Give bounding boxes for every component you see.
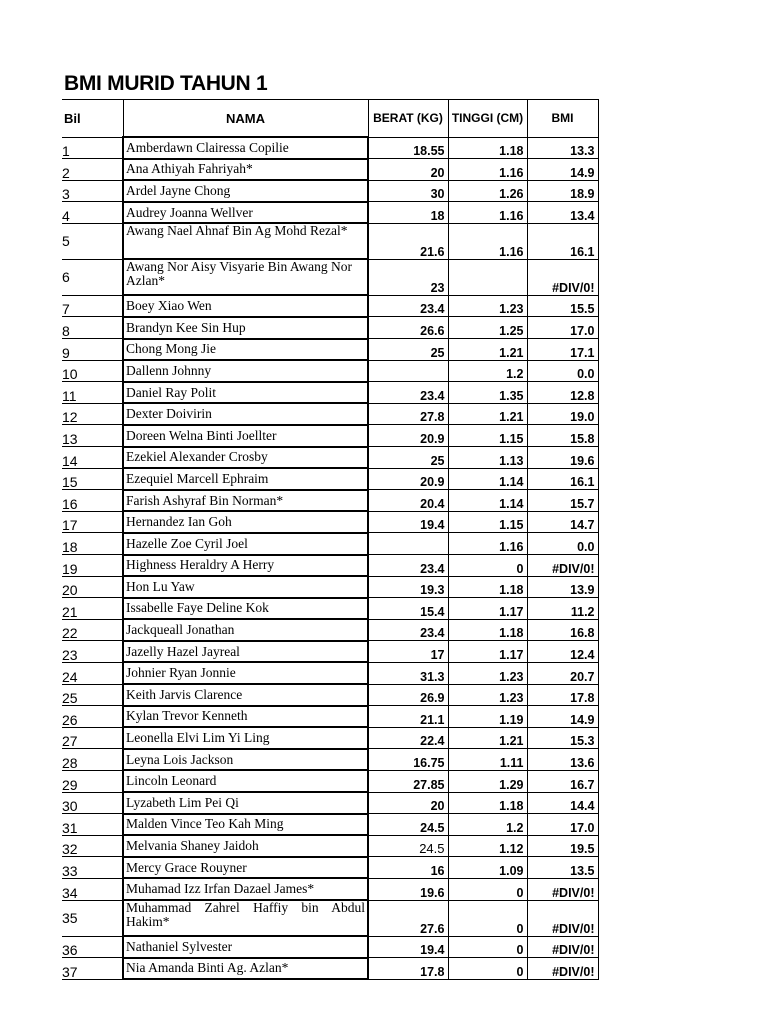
cell-berat[interactable]: 18.55 <box>368 137 448 159</box>
cell-nama[interactable]: Boey Xiao Wen <box>123 295 368 317</box>
table-row <box>62 180 598 202</box>
cell-tinggi[interactable]: 1.09 <box>448 857 527 879</box>
cell-tinggi[interactable]: 1.19 <box>448 706 527 728</box>
header-nama[interactable]: NAMA <box>123 100 368 138</box>
cell-tinggi[interactable]: 1.16 <box>448 202 527 224</box>
cell-bmi[interactable]: #DIV/0! <box>527 878 598 900</box>
cell-bil[interactable]: 12 <box>62 403 123 425</box>
cell-tinggi[interactable]: 1.18 <box>448 137 527 159</box>
cell-bmi[interactable]: 18.9 <box>527 180 598 202</box>
cell-tinggi[interactable]: 1.16 <box>448 159 527 181</box>
cell-bil[interactable]: 22 <box>62 619 123 641</box>
cell-nama[interactable]: Chong Mong Jie <box>123 339 368 361</box>
cell-bil[interactable]: 29 <box>62 770 123 792</box>
cell-bmi[interactable]: #DIV/0! <box>527 555 598 577</box>
cell-bmi[interactable]: 19.0 <box>527 403 598 425</box>
cell-tinggi[interactable]: 1.12 <box>448 835 527 857</box>
cell-bil[interactable]: 27 <box>62 727 123 749</box>
cell-bmi[interactable]: 17.8 <box>527 684 598 706</box>
cell-tinggi[interactable]: 1.21 <box>448 403 527 425</box>
cell-bil[interactable]: 7 <box>62 295 123 317</box>
table-row <box>62 749 598 771</box>
cell-berat[interactable]: 20 <box>368 792 448 814</box>
table-row <box>62 792 598 814</box>
cell-tinggi[interactable]: 1.23 <box>448 684 527 706</box>
cell-berat[interactable]: 19.4 <box>368 511 448 533</box>
cell-berat[interactable]: 27.6 <box>368 900 448 936</box>
table-row <box>62 382 598 404</box>
cell-tinggi[interactable]: 1.2 <box>448 360 527 382</box>
cell-bil[interactable]: 18 <box>62 533 123 555</box>
cell-nama[interactable]: Lyzabeth Lim Pei Qi <box>123 792 368 814</box>
cell-bil[interactable]: 33 <box>62 857 123 879</box>
cell-berat[interactable]: 23.4 <box>368 619 448 641</box>
cell-nama[interactable]: Brandyn Kee Sin Hup <box>123 317 368 339</box>
cell-berat[interactable]: 18 <box>368 202 448 224</box>
cell-bmi[interactable]: 0.0 <box>527 533 598 555</box>
cell-berat[interactable]: 16 <box>368 857 448 879</box>
cell-bmi[interactable]: 16.1 <box>527 468 598 490</box>
cell-nama[interactable]: Dallenn Johnny <box>123 360 368 382</box>
cell-berat[interactable]: 23.4 <box>368 555 448 577</box>
cell-berat[interactable]: 27.8 <box>368 403 448 425</box>
table-row <box>62 295 598 317</box>
cell-nama[interactable]: Lincoln Leonard <box>123 770 368 792</box>
cell-berat[interactable]: 27.85 <box>368 770 448 792</box>
cell-bmi[interactable]: 13.3 <box>527 137 598 159</box>
cell-bil[interactable]: 19 <box>62 555 123 577</box>
cell-tinggi[interactable]: 1.16 <box>448 533 527 555</box>
cell-bmi[interactable]: 14.7 <box>527 511 598 533</box>
cell-nama[interactable]: Ezekiel Alexander Crosby <box>123 447 368 469</box>
table-row <box>62 447 598 469</box>
cell-bil[interactable]: 5 <box>62 223 123 259</box>
cell-bmi[interactable]: 17.0 <box>527 317 598 339</box>
cell-tinggi[interactable]: 1.18 <box>448 619 527 641</box>
table-row <box>62 641 598 663</box>
cell-berat[interactable]: 24.5 <box>368 814 448 836</box>
cell-bmi[interactable]: #DIV/0! <box>527 259 598 295</box>
cell-bmi[interactable]: 16.7 <box>527 770 598 792</box>
cell-bil[interactable]: 1 <box>62 137 123 159</box>
table-row <box>62 511 598 533</box>
table-row <box>62 425 598 447</box>
cell-berat[interactable]: 21.6 <box>368 223 448 259</box>
cell-berat[interactable]: 19.4 <box>368 936 448 958</box>
cell-nama[interactable]: Awang Nael Ahnaf Bin Ag Mohd Rezal* <box>123 223 368 259</box>
cell-nama[interactable]: Amberdawn Clairessa Copilie <box>123 137 368 159</box>
header-berat[interactable]: BERAT (KG) <box>368 100 448 138</box>
cell-tinggi[interactable]: 0 <box>448 958 527 980</box>
table-row <box>62 727 598 749</box>
cell-bil[interactable]: 10 <box>62 360 123 382</box>
table-row <box>62 936 598 958</box>
cell-tinggi[interactable]: 1.11 <box>448 749 527 771</box>
cell-bmi[interactable]: 14.4 <box>527 792 598 814</box>
cell-bmi[interactable]: 14.9 <box>527 159 598 181</box>
table-row <box>62 662 598 684</box>
cell-berat[interactable]: 22.4 <box>368 727 448 749</box>
cell-nama[interactable]: Ardel Jayne Chong <box>123 180 368 202</box>
cell-berat[interactable]: 24.5 <box>368 835 448 857</box>
cell-bmi[interactable]: 17.0 <box>527 814 598 836</box>
header-bil[interactable]: Bil <box>62 100 123 138</box>
cell-bil[interactable]: 25 <box>62 684 123 706</box>
table-row <box>62 259 598 295</box>
table-row <box>62 770 598 792</box>
cell-bil[interactable]: 17 <box>62 511 123 533</box>
cell-berat[interactable]: 26.9 <box>368 684 448 706</box>
cell-bil[interactable]: 34 <box>62 878 123 900</box>
cell-tinggi[interactable]: 0 <box>448 900 527 936</box>
cell-nama[interactable]: Malden Vince Teo Kah Ming <box>123 814 368 836</box>
cell-nama[interactable]: Doreen Welna Binti Joellter <box>123 425 368 447</box>
table-row <box>62 878 598 900</box>
cell-bil[interactable]: 3 <box>62 180 123 202</box>
cell-bil[interactable]: 8 <box>62 317 123 339</box>
cell-tinggi[interactable]: 1.21 <box>448 727 527 749</box>
cell-bil[interactable]: 35 <box>62 900 123 936</box>
cell-bmi[interactable]: #DIV/0! <box>527 900 598 936</box>
cell-berat[interactable]: 25 <box>368 339 448 361</box>
cell-berat[interactable]: 23.4 <box>368 295 448 317</box>
cell-bil[interactable]: 2 <box>62 159 123 181</box>
cell-nama[interactable]: Issabelle Faye Deline Kok <box>123 598 368 620</box>
cell-berat[interactable]: 21.1 <box>368 706 448 728</box>
cell-bmi[interactable]: 20.7 <box>527 662 598 684</box>
cell-tinggi[interactable]: 1.17 <box>448 598 527 620</box>
cell-bil[interactable]: 16 <box>62 490 123 512</box>
cell-tinggi[interactable]: 1.17 <box>448 641 527 663</box>
cell-bmi[interactable]: 15.7 <box>527 490 598 512</box>
cell-bil[interactable]: 28 <box>62 749 123 771</box>
cell-nama[interactable]: Nathaniel Sylvester <box>123 936 368 958</box>
table-row <box>62 814 598 836</box>
cell-tinggi[interactable]: 1.18 <box>448 576 527 598</box>
cell-berat[interactable]: 19.3 <box>368 576 448 598</box>
cell-bil[interactable]: 37 <box>62 958 123 980</box>
cell-berat[interactable]: 31.3 <box>368 662 448 684</box>
cell-berat[interactable]: 30 <box>368 180 448 202</box>
table-row <box>62 533 598 555</box>
cell-nama[interactable]: Daniel Ray Polit <box>123 382 368 404</box>
cell-berat[interactable] <box>368 360 448 382</box>
cell-bil[interactable]: 36 <box>62 936 123 958</box>
header-tinggi[interactable]: TINGGI (CM) <box>448 100 527 138</box>
table-row <box>62 339 598 361</box>
cell-berat[interactable]: 17.8 <box>368 958 448 980</box>
header-row <box>62 100 598 138</box>
table-row <box>62 619 598 641</box>
table-row <box>62 958 598 980</box>
cell-tinggi[interactable]: 1.13 <box>448 447 527 469</box>
cell-bil[interactable]: 11 <box>62 382 123 404</box>
cell-bil[interactable]: 9 <box>62 339 123 361</box>
table-row <box>62 598 598 620</box>
cell-nama[interactable]: Leonella Elvi Lim Yi Ling <box>123 727 368 749</box>
cell-nama[interactable]: Mercy Grace Rouyner <box>123 857 368 879</box>
table-row <box>62 835 598 857</box>
cell-tinggi[interactable]: 1.23 <box>448 662 527 684</box>
cell-berat[interactable]: 19.6 <box>368 878 448 900</box>
cell-bmi[interactable]: 14.9 <box>527 706 598 728</box>
table-row <box>62 706 598 728</box>
cell-nama[interactable]: Hernandez Ian Goh <box>123 511 368 533</box>
cell-tinggi[interactable]: 1.15 <box>448 511 527 533</box>
table-row <box>62 403 598 425</box>
cell-bmi[interactable]: 0.0 <box>527 360 598 382</box>
cell-bil[interactable]: 31 <box>62 814 123 836</box>
cell-nama[interactable]: Kylan Trevor Kenneth <box>123 706 368 728</box>
cell-bil[interactable]: 30 <box>62 792 123 814</box>
cell-nama[interactable]: Hazelle Zoe Cyril Joel <box>123 533 368 555</box>
cell-tinggi[interactable] <box>448 259 527 295</box>
table-row <box>62 468 598 490</box>
table-row <box>62 857 598 879</box>
sheet-title: BMI MURID TAHUN 1 <box>64 72 268 95</box>
cell-tinggi[interactable]: 1.21 <box>448 339 527 361</box>
table-row <box>62 159 598 181</box>
cell-berat[interactable]: 20.9 <box>368 425 448 447</box>
cell-nama[interactable]: Awang Nor Aisy Visyarie Bin Awang Nor Azlan* <box>123 259 368 295</box>
cell-nama[interactable]: Jazelly Hazel Jayreal <box>123 641 368 663</box>
cell-bmi[interactable]: 11.2 <box>527 598 598 620</box>
cell-bmi[interactable]: 15.8 <box>527 425 598 447</box>
cell-nama[interactable]: Dexter Doivirin <box>123 403 368 425</box>
cell-bil[interactable]: 24 <box>62 662 123 684</box>
table-row <box>62 576 598 598</box>
table-row <box>62 137 598 159</box>
cell-bmi[interactable]: 19.6 <box>527 447 598 469</box>
cell-bmi[interactable]: 13.6 <box>527 749 598 771</box>
header-bmi[interactable]: BMI <box>527 100 598 138</box>
table-row <box>62 555 598 577</box>
cell-bmi[interactable]: 13.9 <box>527 576 598 598</box>
cell-tinggi[interactable]: 1.35 <box>448 382 527 404</box>
cell-bil[interactable]: 13 <box>62 425 123 447</box>
cell-nama[interactable]: Ana Athiyah Fahriyah* <box>123 159 368 181</box>
cell-tinggi[interactable]: 1.15 <box>448 425 527 447</box>
cell-nama[interactable]: Highness Heraldry A Herry <box>123 555 368 577</box>
table-row <box>62 490 598 512</box>
cell-nama[interactable]: Nia Amanda Binti Ag. Azlan* <box>123 958 368 980</box>
cell-bil[interactable]: 21 <box>62 598 123 620</box>
cell-tinggi[interactable]: 1.14 <box>448 490 527 512</box>
cell-berat[interactable]: 20.9 <box>368 468 448 490</box>
cell-nama[interactable]: Leyna Lois Jackson <box>123 749 368 771</box>
cell-bil[interactable]: 20 <box>62 576 123 598</box>
cell-bmi[interactable]: 15.3 <box>527 727 598 749</box>
table-row <box>62 223 598 259</box>
cell-tinggi[interactable]: 0 <box>448 555 527 577</box>
cell-tinggi[interactable]: 1.23 <box>448 295 527 317</box>
cell-bil[interactable]: 4 <box>62 202 123 224</box>
cell-bil[interactable]: 32 <box>62 835 123 857</box>
cell-berat[interactable]: 26.6 <box>368 317 448 339</box>
cell-bmi[interactable]: 17.1 <box>527 339 598 361</box>
cell-nama[interactable]: Hon Lu Yaw <box>123 576 368 598</box>
table-row <box>62 684 598 706</box>
table-row <box>62 202 598 224</box>
cell-nama[interactable]: Johnier Ryan Jonnie <box>123 662 368 684</box>
cell-tinggi[interactable]: 1.26 <box>448 180 527 202</box>
cell-nama[interactable]: Keith Jarvis Clarence <box>123 684 368 706</box>
bmi-table <box>62 99 599 980</box>
cell-berat[interactable]: 25 <box>368 447 448 469</box>
cell-nama[interactable]: Jackqueall Jonathan <box>123 619 368 641</box>
cell-bmi[interactable]: #DIV/0! <box>527 958 598 980</box>
cell-nama[interactable]: Muhamad Izz Irfan Dazael James* <box>123 878 368 900</box>
cell-bmi[interactable]: 19.5 <box>527 835 598 857</box>
cell-berat[interactable]: 17 <box>368 641 448 663</box>
cell-bil[interactable]: 23 <box>62 641 123 663</box>
cell-bil[interactable]: 15 <box>62 468 123 490</box>
cell-tinggi[interactable]: 1.25 <box>448 317 527 339</box>
cell-tinggi[interactable]: 1.18 <box>448 792 527 814</box>
cell-berat[interactable]: 23.4 <box>368 382 448 404</box>
cell-berat[interactable]: 20.4 <box>368 490 448 512</box>
cell-bmi[interactable]: 15.5 <box>527 295 598 317</box>
cell-berat[interactable] <box>368 533 448 555</box>
cell-bmi[interactable]: 13.5 <box>527 857 598 879</box>
cell-bil[interactable]: 14 <box>62 447 123 469</box>
cell-tinggi[interactable]: 1.14 <box>448 468 527 490</box>
cell-bmi[interactable]: 13.4 <box>527 202 598 224</box>
cell-tinggi[interactable]: 1.16 <box>448 223 527 259</box>
cell-nama[interactable]: Audrey Joanna Wellver <box>123 202 368 224</box>
cell-berat[interactable]: 16.75 <box>368 749 448 771</box>
cell-berat[interactable]: 20 <box>368 159 448 181</box>
table-row <box>62 360 598 382</box>
cell-bil[interactable]: 26 <box>62 706 123 728</box>
cell-nama[interactable]: Ezequiel Marcell Ephraim <box>123 468 368 490</box>
cell-tinggi[interactable]: 1.29 <box>448 770 527 792</box>
table-row <box>62 317 598 339</box>
cell-nama[interactable]: Melvania Shaney Jaidoh <box>123 835 368 857</box>
table-row <box>62 900 598 936</box>
cell-tinggi[interactable]: 0 <box>448 936 527 958</box>
cell-bmi[interactable]: 16.1 <box>527 223 598 259</box>
cell-bmi[interactable]: #DIV/0! <box>527 936 598 958</box>
cell-bmi[interactable]: 12.8 <box>527 382 598 404</box>
cell-nama[interactable]: Muhammad Zahrel Haffiy bin Abdul Hakim* <box>123 900 368 936</box>
cell-nama[interactable]: Farish Ashyraf Bin Norman* <box>123 490 368 512</box>
cell-tinggi[interactable]: 0 <box>448 878 527 900</box>
cell-berat[interactable]: 23 <box>368 259 448 295</box>
cell-bil[interactable]: 6 <box>62 259 123 295</box>
cell-berat[interactable]: 15.4 <box>368 598 448 620</box>
cell-bmi[interactable]: 16.8 <box>527 619 598 641</box>
cell-bmi[interactable]: 12.4 <box>527 641 598 663</box>
cell-tinggi[interactable]: 1.2 <box>448 814 527 836</box>
